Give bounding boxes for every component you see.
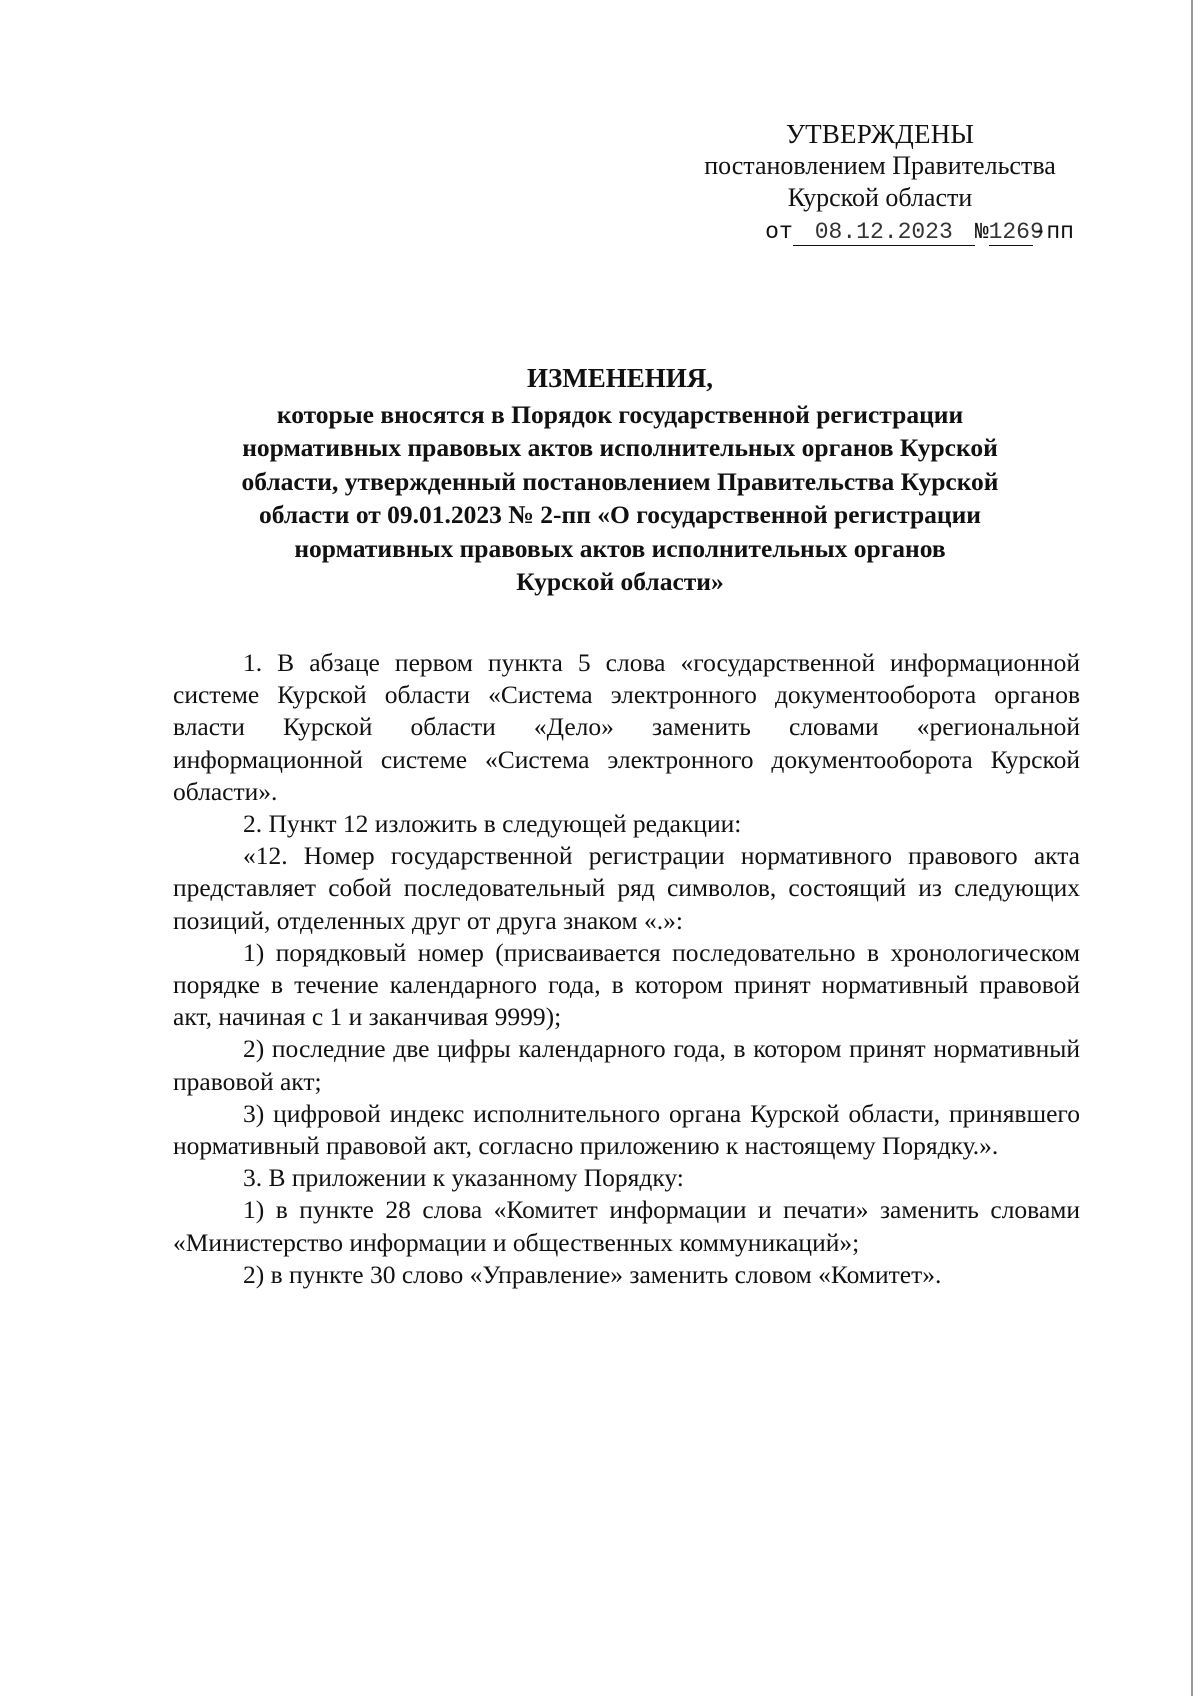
title-line: области от 09.01.2023 № 2-пп «О государственной регистрации <box>259 500 981 529</box>
date-prefix: от <box>765 219 793 245</box>
document-title-block <box>160 362 1080 599</box>
approval-number: 1269 <box>988 219 1044 245</box>
body-paragraph: 1) в пункте 28 слова «Комитет информации и печати» заменить словами «Министерство информации и общественных коммуникаций»; <box>173 1195 1080 1257</box>
body-paragraph: 2) в пункте 30 слово «Управление» заменить словом «Комитет». <box>243 1259 942 1289</box>
body-paragraph: 2. Пункт 12 изложить в следующей редакции: <box>243 809 742 839</box>
number-sign: № <box>974 219 989 245</box>
title-line: Курской области» <box>516 567 724 596</box>
body-paragraph: 3) цифровой индекс исполнительного органа Курской области, принявшего нормативный правовой акт, согласно приложению к настоящему Порядку.». <box>173 1098 1080 1161</box>
approval-stamp <box>680 118 1080 248</box>
body-paragraph: «12. Номер государственной регистрации нормативного правового акта представляет собой последовательный ряд символов, состоящий из следующих позиций, отделенных друг от друга знаком «.»: <box>173 841 1080 935</box>
approval-heading: УТВЕРЖДЕНЫ <box>785 119 975 149</box>
document-body <box>173 647 1080 1291</box>
body-paragraph: 3. В приложении к указанному Порядку: <box>243 1163 684 1193</box>
title-line: нормативных правовых актов исполнительных органов Курской <box>242 433 998 462</box>
body-paragraph: 2) последние две цифры календарного года, в котором принят нормативный правовой акт; <box>173 1034 1080 1096</box>
document-title: ИЗМЕНЕНИЯ, <box>526 363 713 393</box>
title-line: которые вносятся в Порядок государственной регистрации <box>276 399 964 429</box>
number-suffix: -пп <box>1032 219 1074 245</box>
scan-edge-line <box>1191 0 1193 1696</box>
approval-line-2: Курской области <box>787 183 973 212</box>
body-paragraph: 1. В абзаце первом пункта 5 слова «государственной информационной системе Курской области «Система электронного документооборота органов власти Курской области «Дело» заменить словами «региональной информационной системе «Система электронного документооборота Курской области». <box>173 648 1080 806</box>
title-line: нормативных правовых актов исполнительных органов <box>294 533 946 563</box>
title-line: области, утвержденный постановлением Правительства Курской <box>241 466 999 496</box>
body-paragraph: 1) порядковый номер (присваивается последовательно в хронологическом порядке в течение календарного года, в котором принят нормативный правовой акт, начиная с 1 и заканчивая 9999); <box>173 937 1080 1032</box>
approval-date-number-line <box>680 216 1080 248</box>
approval-date: 08.12.2023 <box>793 219 975 246</box>
approval-line-1: постановлением Правительства <box>704 151 1056 180</box>
